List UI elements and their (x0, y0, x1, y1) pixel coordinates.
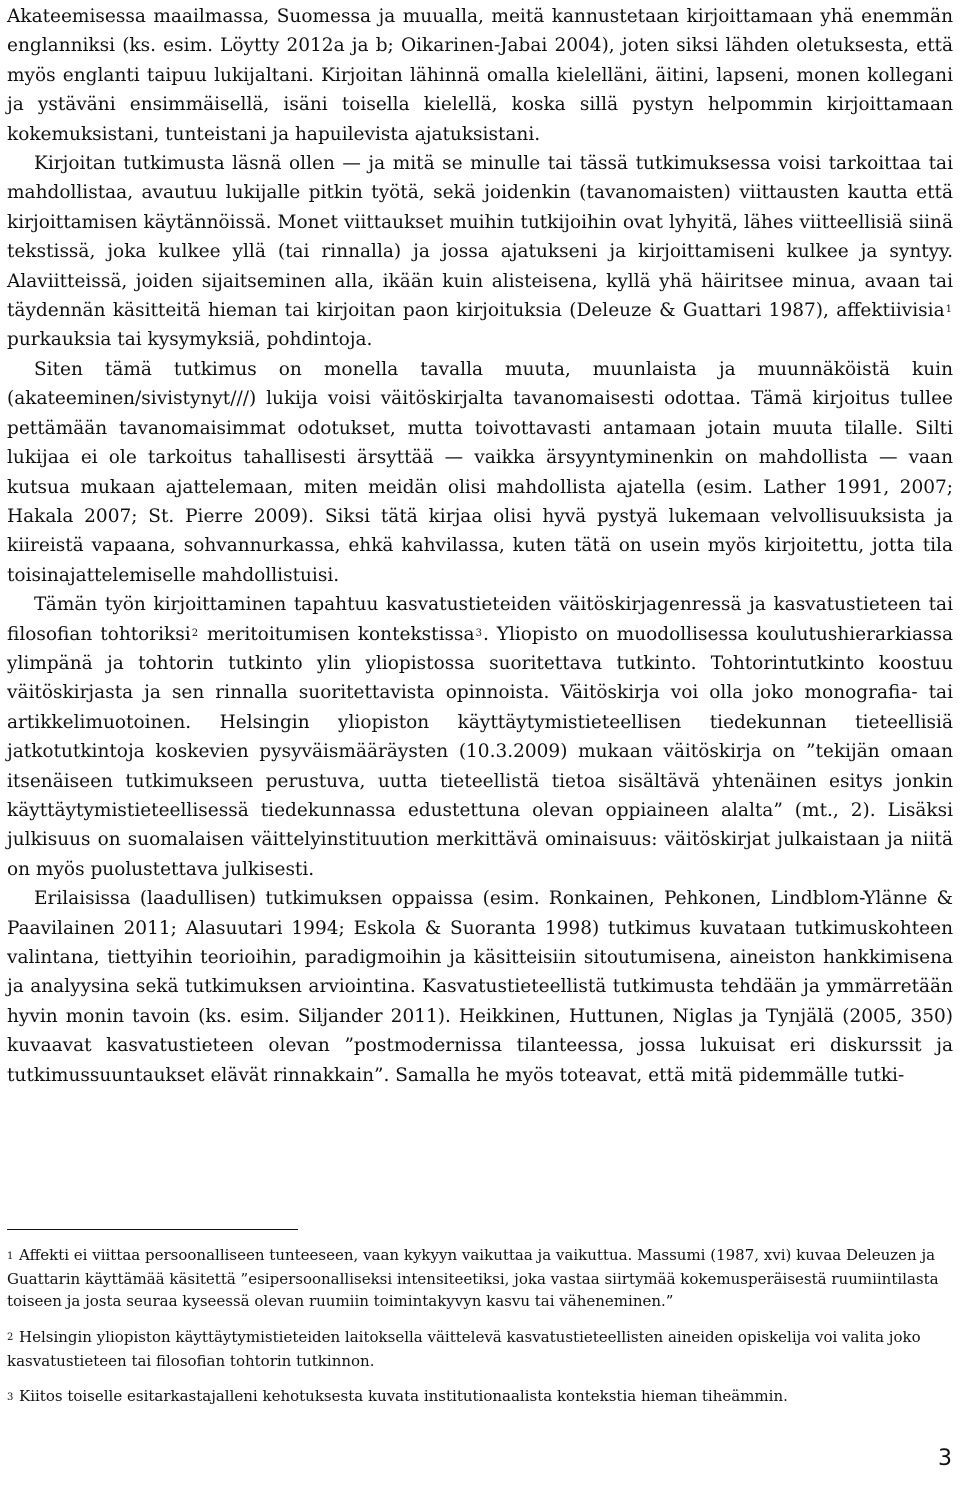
footnotes (7, 1244, 953, 1422)
paragraph-text: Akateemisessa maailmassa, Suomessa ja muualla, meitä kannustetaan kirjoittamaan yhä enemmän englanniksi (ks. esim. Löytty 2012a ja b; Oikarinen-Jabai 2004), joten siksi lähden oletuksesta, että myös englanti taipuu lukijaltani. Kirjoitan lähinnä omalla kielelläni, äitini, lapseni, monen kollegani ja ystäväni ensimmäisellä, isäni toisella kielellä, koska sillä pystyn helpommin kirjoittamaan kokemuksistani, tunteistani ja hapuilevista ajatuksistani. (7, 6, 953, 145)
footnote-text: Kiitos toiselle esitarkastajalleni kehotuksesta kuvata institutionaalista kontekstia hieman tiheämmin. (19, 1387, 788, 1406)
paragraph-text: Siten tämä tutkimus on monella tavalla muuta, muunlaista ja muunnäköistä kuin (akateeminen/sivistynyt///) lukija voisi väitöskirjalta tavanomaisesti odottaa. Tämä kirjoitus tullee pettämään tavanomaisimmat odotukset, mutta toivottavasti antamaan jotain muuta tilalle. Silti lukijaa ei ole tarkoitus tahallisesti ärsyttää — vaikka ärsyyntyminenkin on mahdollista — vaan kutsua mukaan ajattelemaan, miten meidän olisi mahdollista ajatella (esim. Lather 1991, 2007; Hakala 2007; St. Pierre 2009). Siksi tätä kirjaa olisi hyvä pystyä lukemaan velvollisuuksista ja kiireistä vapaana, sohvannurkassa, ehkä kahvilassa, kuten tätä on usein myös kirjoitettu, jotta tila toisinajattelemiselle mahdollistuisi. (7, 358, 953, 586)
footnote-text: Affekti ei viittaa persoonalliseen tunteeseen, vaan kykyyn vaikuttaa ja vaikuttua. Massumi (1987, xvi) kuvaa Deleuzen ja Guattarin käyttämää käsitettä ”esipersoonalliseksi intensiteetiksi, joka vastaa siirtymää kokemusperäisestä ruumiintilasta toiseen ja josta seuraa kyseessä olevan ruumiin toimintakyvyn kasvu tai väheneminen.” (7, 1246, 939, 1311)
footnote-number: 3 (7, 1391, 14, 1403)
body-paragraph (7, 884, 953, 1090)
footnote-number: 2 (7, 1332, 14, 1344)
body-paragraph (7, 149, 953, 355)
footnote-reference: 2 (191, 627, 199, 639)
footnote-3 (7, 1385, 953, 1409)
paragraph-text: Erilaisissa (laadullisen) tutkimuksen oppaissa (esim. Ronkainen, Pehkonen, Lindblom-Ylänne & Paavilainen 2011; Alasuutari 1994; Eskola & Suoranta 1998) tutkimus kuvataan tutkimuskohteen valintana, tiettyihin teorioihin, paradigmoihin ja käsitteisiin sitoutumisena, aineiston hankkimisena ja analyysina sekä tutkimuksen arviointina. Kasvatustieteellistä tutkimusta tehdään ja ymmärretään hyvin monin tavoin (ks. esim. Siljander 2011). Heikkinen, Huttunen, Niglas ja Tynjälä (2005, 350) kuvaavat kasvatustieteen olevan ”postmodernissa tilanteessa, jossa lukuisat eri diskurssit ja tutkimussuuntaukset elävät rinnakkain”. Samalla he myös toteavat, että mitä pidemmälle tutki- (7, 888, 953, 1086)
body-paragraph (7, 590, 953, 884)
body-paragraph (7, 355, 953, 590)
body-paragraph (7, 2, 953, 149)
paragraph-text: purkauksia tai kysymyksiä, pohdintoja. (7, 329, 373, 351)
paragraph-text: . Yliopisto on muodollisessa koulutushierarkiassa ylimpänä ja tohtorin tutkinto ylin yliopistossa suoritettava tutkinto. Tohtorintutkinto koostuu väitöskirjasta ja sen rinnalla suoritettavista opinnoista. Väitöskirja voi olla joko monografia- tai artikkelimuotoinen. Helsingin yliopiston käyttäytymistieteellisen tiedekunnan tieteellisiä jatkotutkintoja koskevien pysyväismääräysten (10.3.2009) mukaan väitöskirja on ”tekijän omaan itsenäiseen tutkimukseen perustuva, uutta tieteellistä tietoa sisältävä yhtenäinen esitys jonkin käyttäytymistieteellisessä tiedekunnassa edustettuna olevan oppiaineen alalta” (mt., 2). Lisäksi julkisuus on suomalaisen väittelyinstituution merkittävä ominaisuus: väitöskirjat julkaistaan ja niitä on myös puolustettava julkisesti. (7, 623, 954, 880)
footnote-reference: 3 (475, 627, 482, 639)
paragraph-text: meritoitumisen kontekstissa (199, 623, 475, 645)
page-number: 3 (938, 1446, 952, 1471)
footnote-1 (7, 1244, 953, 1313)
footnote-number: 1 (7, 1250, 14, 1262)
footnote-2 (7, 1326, 953, 1372)
paragraph-text: Tämän työn kirjoittaminen tapahtuu kasvatustieteiden väitöskirjagenressä ja kasvatustieteen tai filosofian tohtoriksi (7, 594, 953, 645)
body-text (7, 2, 953, 1090)
footnote-text: Helsingin yliopiston käyttäytymistieteiden laitoksella väittelevä kasvatustieteellisten aineiden opiskelija voi valita joko kasvatustieteen tai filosofian tohtorin tutkinnon. (7, 1327, 921, 1370)
footnote-reference: 1 (945, 304, 952, 316)
paragraph-text: Kirjoitan tutkimusta läsnä ollen — ja mitä se minulle tai tässä tutkimuksessa voisi tarkoittaa tai mahdollistaa, avautuu lukijalle pitkin työtä, sekä joidenkin (tavanomaisten) viittausten kautta että kirjoittamisen käytännöissä. Monet viittaukset muihin tutkijoihin ovat lyhyitä, lähes viitteellisiä siinä tekstissä, joka kulkee yllä (tai rinnalla) ja jossa ajatukseni ja kirjoittamiseni kulkee ja syntyy. Alaviitteissä, joiden sijaitseminen alla, ikään kuin alisteisena, kyllä yhä häiritsee minua, avaan tai täydennän käsitteitä hieman tai kirjoitan paon kirjoituksia (Deleuze & Guattari 1987), affektiivisia (7, 153, 953, 322)
footnote-separator (7, 1229, 298, 1230)
